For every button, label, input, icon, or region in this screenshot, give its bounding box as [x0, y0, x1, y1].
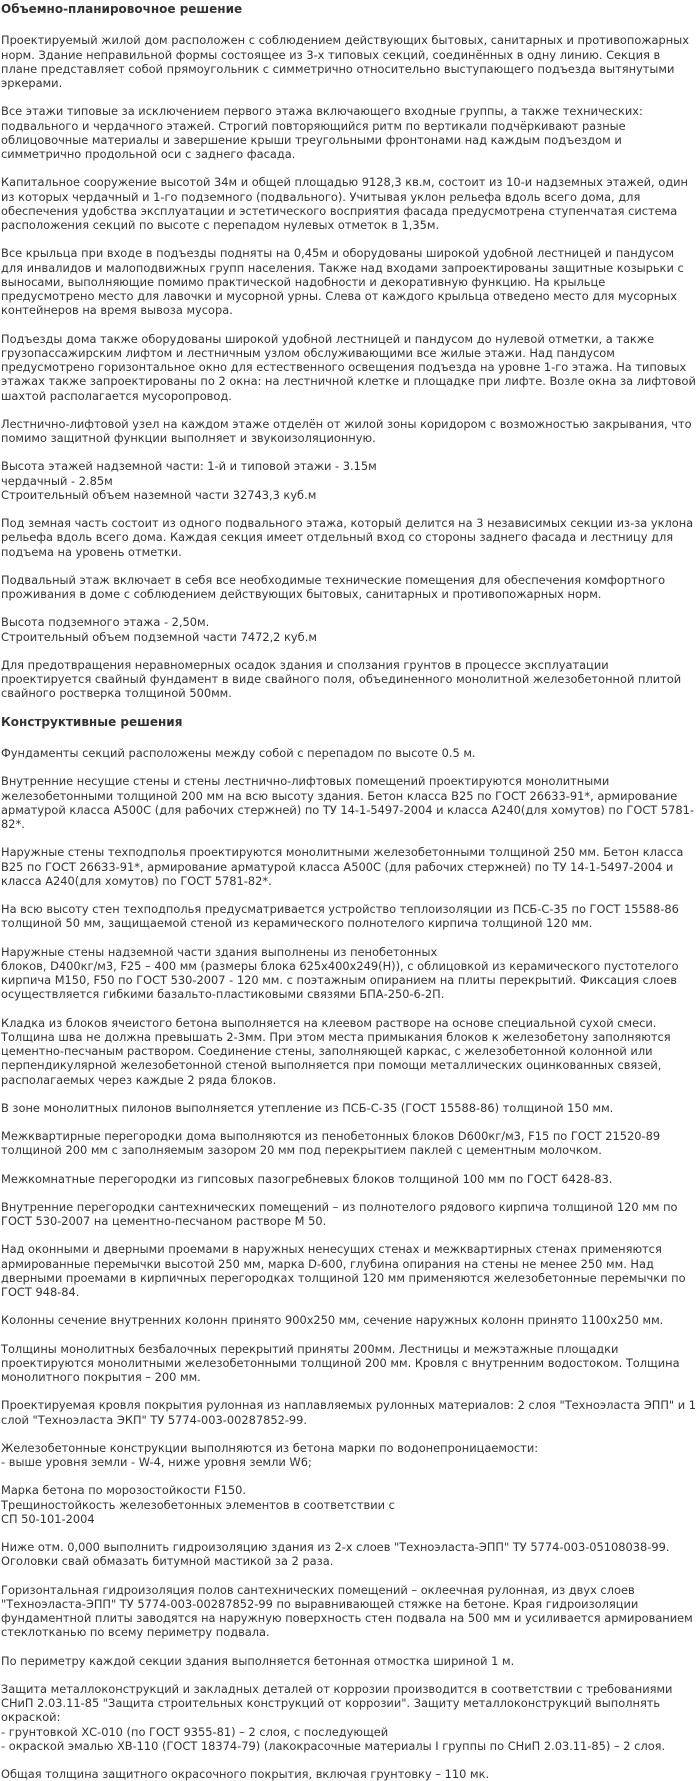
paragraph-line: Фундаменты секций расположены между собой с перепадом по высоте 0.5 м.: [1, 746, 476, 761]
paragraph-line: Внутренние несущие стены и стены лестнично-лифтовых помещений проектируются монолитными железобетонными толщиной 200 мм на всю высоту здания. Бетон класса В25 по ГОСТ 26633-91*, армирование арматурой класса А500С (для рабочих стержней) по ТУ 14-1-5497-2004 и класса А240(для хомутов) по ГОСТ 5781-82*.: [1, 774, 694, 832]
paragraph: [1, 332, 698, 403]
paragraph: [1, 175, 698, 232]
paragraph: [1, 33, 698, 90]
paragraph: [1, 658, 698, 701]
paragraph: [1, 615, 698, 644]
paragraph: [1, 104, 698, 161]
paragraph: [1, 1583, 698, 1640]
paragraph: [1, 1313, 698, 1327]
paragraph-line: Подъезды дома также оборудованы широкой удобной лестницей и пандусом до нулевой отметки, а также грузопассажирским лифтом и лестничным узлом обслуживающими все жилые этажи. Над пандусом предусмотрено горизонтальное окно для естественного освещения подъезда на уровне 1-го этажа. На типовых этажах также запроектированы по 2 окна: на лестничной клетке и площадке при лифте. Возле окна за лифтовой шахтой располагается мусоропровод.: [1, 331, 696, 403]
paragraph-line: Марка бетона по морозостойкости F150.: [1, 1483, 246, 1498]
paragraph: [1, 774, 698, 831]
paragraph-line: Строительный объем наземной части 32743,3 куб.м: [1, 487, 317, 502]
paragraph-line: Все крыльца при входе в подъезды подняты на 0,45м и оборудованы широкой удобной лестницей и пандусом для инвалидов и малоподвижных групп населения. Также над входами запроектированы защитные козырьки с выносами, выполняющие помимо практической надобности и декоративную функцию. На крыльце предусмотрено место для лавочки и мусорной урны. Слева от каждого крыльца отведено место для мусорных контейнеров на время вывоза мусора.: [1, 246, 684, 318]
paragraph: [1, 573, 698, 602]
section-heading: Конструктивные решения: [1, 714, 183, 729]
paragraph-line: Межквартирные перегородки дома выполняются из пенобетонных блоков D600кг/м3, F15 по ГОСТ 21520-89 толщиной 200 мм с заполняемым зазором 20 мм под перекрытием паклей с цементным молочком.: [1, 1129, 661, 1158]
paragraph: [1, 746, 698, 760]
paragraph-line: - окраской эмалью ХВ-110 (ГОСТ 18374-79) (лакокрасочные материалы I группы по СНиП 2.03.11-85) – 2 слоя.: [1, 1738, 666, 1753]
paragraph: [1, 246, 698, 317]
paragraph: [1, 1342, 698, 1385]
paragraph: [1, 1129, 698, 1158]
paragraph-line: Строительный объем подземной части 7472,2 куб.м: [1, 629, 317, 644]
paragraph-line: Межкомнатные перегородки из гипсовых пазогребневых блоков толщиной 100 мм по ГОСТ 6428-83.: [1, 1171, 613, 1186]
paragraph-line: Капитальное сооружение высотой 34м и общей площадью 9128,3 кв.м, состоит из 10-и надземных этажей, один из которых чердачный и 1-го подземного (подвального). Учитывая уклон рельефа вдоль всего дома, для обеспечения удобства эксплуатации и эстетического восприятия фасада предусмотрена ступенчатая система расположения секций по высоте с перепадом нулевых отметок в 1,35м.: [1, 175, 688, 233]
paragraph: [1, 902, 698, 931]
paragraph: [1, 1682, 698, 1753]
paragraph-line: Высота подземного этажа - 2,50м.: [1, 615, 210, 630]
paragraph: [1, 1441, 698, 1470]
paragraph: [1, 1398, 698, 1427]
section-heading: Объемно-планировочное решение: [1, 2, 243, 16]
paragraph-line: Все этажи типовые за исключением первого этажа включающего входные группы, а также технических: подвального и чердачного этажей. Строгий повторяющийся ритм по вертикали подчёркивают разные облицовочные материалы и завершение крыши треугольными фронтонами над каждым подъездом и симметрично продольной оси с заднего фасада.: [1, 104, 643, 162]
paragraph-line: Лестнично-лифтовой узел на каждом этаже отделён от жилой зоны коридором с возможностью закрывания, что помимо защитной функции выполняет и звукоизоляционную.: [1, 416, 692, 446]
paragraph-line: Наружные стены техподполья проектируются монолитными железобетонными толщиной 250 мм. Бетон класса В25 по ГОСТ 26633-91*, армирование арматурой класса А500С (для рабочих стержней) по ТУ 14-1-5497-2004 и класса А240(для хомутов) по ГОСТ 5781-82*.: [1, 845, 684, 888]
paragraph-line: блоков, D400кг/м3, F25 – 400 мм (размеры блока 625х400х249(Н)), с облицовкой из керамического пустотелого кирпича М150, F50 по ГОСТ 530-2007 - 120 мм. с поэтажным опиранием на плиты перекрытий. Фиксация слоев осуществляется гибкими базальто-пластиковыми связями БПА-250-6-2П.: [1, 958, 679, 1002]
paragraph-line: По периметру каждой секции здания выполняется бетонная отмостка шириной 1 м.: [1, 1653, 515, 1668]
paragraph-line: чердачный - 2.85м: [1, 473, 113, 488]
paragraph-line: Подвальный этаж включает в себя все необходимые технические помещения для обеспечения комфортного проживания в доме с соблюдением действующих бытовых, санитарных и противопожарных норм.: [1, 572, 666, 602]
paragraph: [1, 1483, 698, 1526]
paragraph: [1, 1101, 698, 1115]
paragraph: [1, 945, 698, 1002]
paragraph-line: Под земная часть состоит из одного подвального этажа, который делится на 3 независимых секции из-за уклона рельефа вдоль всего дома. Каждая секция имеет отдельный вход со стороны заднего фасада и лестницу для подъема на уровень отметки.: [1, 516, 694, 559]
paragraph: [1, 417, 698, 446]
paragraph-line: - выше уровня земли - W-4, ниже уровня земли W6;: [1, 1455, 312, 1470]
paragraph: [1, 1016, 698, 1087]
paragraph-line: Высота этажей надземной части: 1-й и типовой этажи - 3.15м: [1, 459, 377, 474]
paragraph-line: Наружные стены надземной части здания выполнены из пенобетонных: [1, 944, 438, 959]
paragraph-line: Проектируемый жилой дом расположен с соблюдением действующих бытовых, санитарных и противопожарных норм. Здание неправильной формы состоящее из 3-х типовых секций, соединённых в одну линию. Секция в плане представляет собой прямоугольник с симметрично относительно выступающего подъезда вытянутыми эркерами.: [1, 33, 689, 91]
paragraph: [1, 1540, 698, 1569]
paragraph-line: Над оконными и дверными проемами в наружных ненесущих стенах и межквартирных стенах применяются армированные перемычки высотой 250 мм, марка D-600, глубина опирания на стены не менее 250 мм. Над дверными проемами в кирпичных перегородках толщиной 120 мм применяются железобетонные перемычки по ГОСТ 948-84.: [1, 1242, 686, 1300]
paragraph-line: Проектируемая кровля покрытия рулонная из наплавляемых рулонных материалов: 2 слоя "Техноэласта ЭПП" и 1 слой "Техноэласта ЭКП" ТУ 5774-003-00287852-99.: [1, 1398, 697, 1427]
paragraph: [1, 1172, 698, 1186]
paragraph-line: - грунтовкой ХС-010 (по ГОСТ 9355-81) – 2 слоя, с последующей: [1, 1724, 389, 1739]
paragraph: [1, 1242, 698, 1299]
paragraph-line: Ниже отм. 0,000 выполнить гидроизоляцию здания из 2-х слоев "Техноэласта-ЭПП" ТУ 5774-003-05108038-99. Оголовки свай обмазать битумной мастикой за 2 раза.: [1, 1540, 670, 1569]
paragraph-line: Для предотвращения неравномерных осадок здания и сползания грунтов в процессе эксплуатации проектируется свайный фундамент в виде свайного поля, объединенного монолитной железобетонной плитой свайного ростверка толщиной 500мм.: [1, 657, 682, 701]
paragraph: [1, 845, 698, 888]
paragraph-line: Трещиностойкость железобетонных элементов в соответствии с: [1, 1497, 395, 1512]
paragraph-line: Внутренние перегородки сантехнических помещений – из полнотелого рядового кирпича толщиной 120 мм по ГОСТ 530-2007 на цементно-песчаном растворе М 50.: [1, 1199, 678, 1229]
paragraph-line: Толщины монолитных безбалочных перекрытий приняты 200мм. Лестницы и межэтажные площадки проектируются монолитными железобетонными толщиной 200 мм. Кровля с внутренним водостоком. Толщина монолитного покрытия – 200 мм.: [1, 1341, 680, 1385]
paragraph: [1, 1200, 698, 1229]
paragraph-line: Кладка из блоков ячеистого бетона выполняется на клеевом растворе на основе специальной сухой смеси. Толщина шва не должна превышать 2-3мм. При этом места примыкания блоков к железобетону заполняются цементно-песчаным раствором. Соединение стены, заполняющей каркас, с железобетонной колонной или перпендикулярной железобетонной стеной выполняется при помощи металлических оцинкованных связей, располагаемых через каждые 2 ряда блоков.: [1, 1015, 671, 1087]
paragraph: [1, 1767, 698, 1781]
paragraph: [1, 459, 698, 502]
paragraph-line: Колонны сечение внутренних колонн принято 900х250 мм, сечение наружных колонн принято 1100х250 мм.: [1, 1313, 664, 1328]
paragraph-line: В зоне монолитных пилонов выполняется утепление из ПСБ-С-35 (ГОСТ 15588-86) толщиной 150 мм.: [1, 1100, 614, 1115]
paragraph: [1, 516, 698, 559]
paragraph-line: Железобетонные конструкции выполняются из бетона марки по водонепроницаемости:: [1, 1440, 539, 1455]
paragraph-line: СП 50-101-2004: [1, 1511, 95, 1526]
paragraph-line: На всю высоту стен техподполья предусматривается устройство теплоизоляции из ПСБ-С-35 по ГОСТ 15588-86 толщиной 50 мм, защищаемой стеной из керамического полнотелого кирпича толщиной 120 мм.: [1, 902, 679, 931]
paragraph: [1, 1654, 698, 1668]
paragraph-line: Защита металлоконструкций и закладных деталей от коррозии производится в соответствии с требованиями СНиП 2.03.11-85 "Защита строительных конструкций от коррозии". Защиту металлоконструкций выполнять окраской:: [1, 1681, 673, 1725]
paragraph-line: Горизонтальная гидроизоляция полов сантехнических помещений – оклеечная рулонная, из двух слоев "Техноэласта-ЭПП" ТУ 5774-003-00287852-99 по выравнивающей стяжке на бетоне. Края гидроизоляции фундаментной плиты заводятся на наружную поверхность стен подвала на 500 мм и усиливается армированием стеклотканью по всему периметру подвала.: [1, 1582, 693, 1640]
paragraph-line: Общая толщина защитного окрасочного покрытия, включая грунтовку – 110 мк.: [1, 1767, 490, 1781]
